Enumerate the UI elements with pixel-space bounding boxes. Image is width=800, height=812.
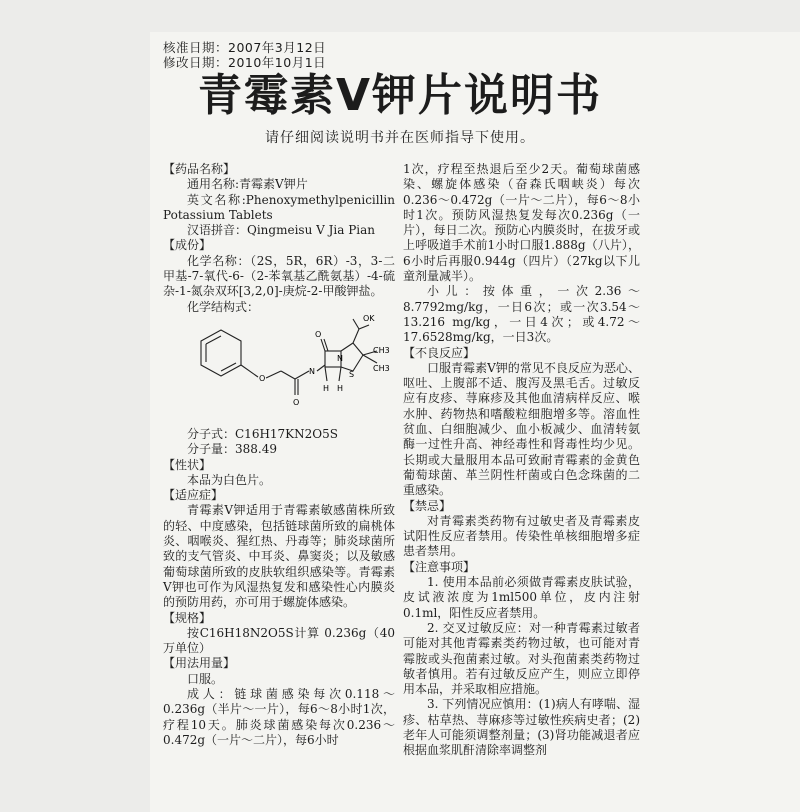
adverse-text: 口服青霉素V钾的常见不良反应为恶心、呕吐、上腹部不适、腹泻及黑毛舌。过敏反应有皮疹、荨麻疹及其他血清病样反应、喉水肿、药物热和嗜酸粒细胞增多等。溶血性贫血、白细胞减少、血小板减少、血清转氨酶一过性升高、神经毒性和肾毒性均少见。长期或大量服用本品可致耐青霉素的金黄色葡萄球菌、革兰阴性杆菌或白色念珠菌的二重感染。 [403, 360, 640, 498]
struct-methyl-bottom: CH3 [373, 363, 390, 373]
appearance-heading: 【 性状 】 [163, 458, 395, 473]
usage-continued: 1次，疗程至热退后至少2天。葡萄球菌感染、螺旋体感染（奋森氏咽峡炎）每次0.236～0.472g（一片～二片），每6～8小时1次。预防风湿热复发每次0.236g（一片），每日二次。预防心内膜炎时，在拔牙或上呼吸道手术前1小时口服1.888g（八片），6小时后再服0.944g（四片）（27kg以下儿童剂量减半）。 [403, 162, 640, 284]
usage-adult: 成人：链球菌感染每次0.118～0.236g（半片～一片），每6～8小时1次，疗程10天。肺炎球菌感染每次0.236～0.472g（一片～二片），每6小时 [163, 687, 395, 747]
spec-heading: 【 规格 】 [163, 611, 395, 626]
appearance-text: 本品为白色片。 [187, 472, 272, 487]
chemical-structure-diagram [163, 315, 395, 427]
chemical-name: 化学名称：（2S，5R，6R）-3，3-二甲基-7-氧代-6-（2-苯氧基乙酰氨基）-4-硫杂-1-氮杂双环[3,2,0]-庚烷-2-甲酸钾盐。 [163, 253, 395, 299]
struct-oxygen-ether: O [259, 373, 266, 383]
struct-sulfur: S [349, 369, 355, 379]
document-title: 青霉素V钾片说明书 [197, 70, 603, 121]
left-column [163, 162, 395, 748]
indications-heading: 【 适应症 】 [163, 488, 395, 503]
molecular-weight: 分子量：388.49 [187, 442, 277, 457]
revision-date: 修改日期：2010年10月1日 [163, 55, 327, 70]
struct-nitrogen-amide: N [309, 366, 315, 376]
indications-text: 青霉素V钾适用于青霉素敏感菌株所致的轻、中度感染，包括链球菌所致的扁桃体炎、咽喉炎、猩红热、丹毒等；肺炎球菌所致的支气管炎、中耳炎、鼻窦炎；以及敏感葡萄球菌所致的皮肤软组织感染等。青霉素V钾也可作为风湿热复发和感染性心内膜炎的预防用药，亦可用于螺旋体感染。 [163, 503, 395, 610]
caution-3: 3. 下列情况应慎用：(1)病人有哮喘、湿疹、枯草热、荨麻疹等过敏性疾病史者；(2)老年人可能须调整剂量；(3)肾功能减退者应根据血浆肌酐清除率调整剂 [403, 697, 640, 758]
structure-label: 化学结构式： [187, 299, 260, 314]
struct-nitrogen-ring: N [337, 353, 343, 363]
molecular-formula: 分子式：C16H17KN2O5S [187, 426, 338, 441]
adverse-heading: 【 不良反应 】 [403, 346, 640, 361]
struct-oxygen-amide: O [293, 397, 300, 407]
approval-date: 核准日期：2007年3月12日 [163, 40, 327, 55]
pinyin-name: 汉语拼音：Qingmeisu V Jia Pian [187, 223, 375, 238]
struct-h-right: H [337, 383, 344, 393]
document-subtitle: 请仔细阅读说明书并在医师指导下使用。 [265, 130, 535, 146]
usage-oral: 口服。 [187, 671, 224, 686]
generic-name: 通用名称:青霉素V钾片 [187, 177, 308, 192]
contraindications-text: 对青霉素类药物有过敏史者及青霉素皮试阳性反应者禁用。传染性单核细胞增多症患者禁用。 [403, 513, 640, 559]
struct-ok: OK [363, 314, 375, 323]
caution-1: 1. 使用本品前必须做青霉素皮肤试验，皮试液浓度为1ml500单位，皮内注射0.1ml，阳性反应者禁用。 [403, 575, 640, 620]
struct-h-left: H [323, 383, 330, 393]
struct-methyl-top: CH3 [373, 345, 390, 355]
caution-2: 2. 交叉过敏反应：对一种青霉素过敏者可能对其他青霉素类药物过敏，也可能对青霉胺或头孢菌素过敏。对头孢菌素类药物过敏者慎用。若有过敏反应产生，则应立即停用本品，并采取相应措施。 [403, 620, 640, 697]
cautions-heading: 【 注意事项 】 [403, 560, 640, 575]
spec-text: 按C16H18N2O5S计算 0.236g（40万单位） [163, 625, 395, 656]
right-column [403, 162, 640, 759]
usage-heading: 【 用法用量 】 [163, 656, 395, 671]
struct-oxygen-lactam: O [315, 329, 322, 339]
composition-heading: 【 成份 】 [163, 238, 395, 253]
dates-block [163, 40, 326, 70]
name-heading: 【 药品名称 】 [163, 162, 395, 177]
usage-child: 小儿：按体重，一次2.36～8.7792mg/kg，一日6次；或一次3.54～13.216 mg/kg，一日4次；或4.72～17.6528mg/kg，一日3次。 [403, 284, 640, 345]
contraindications-heading: 【 禁忌 】 [403, 499, 640, 514]
english-name: 英文名称:Phenoxymethylpenicillin Potassium Tablets [163, 192, 395, 222]
